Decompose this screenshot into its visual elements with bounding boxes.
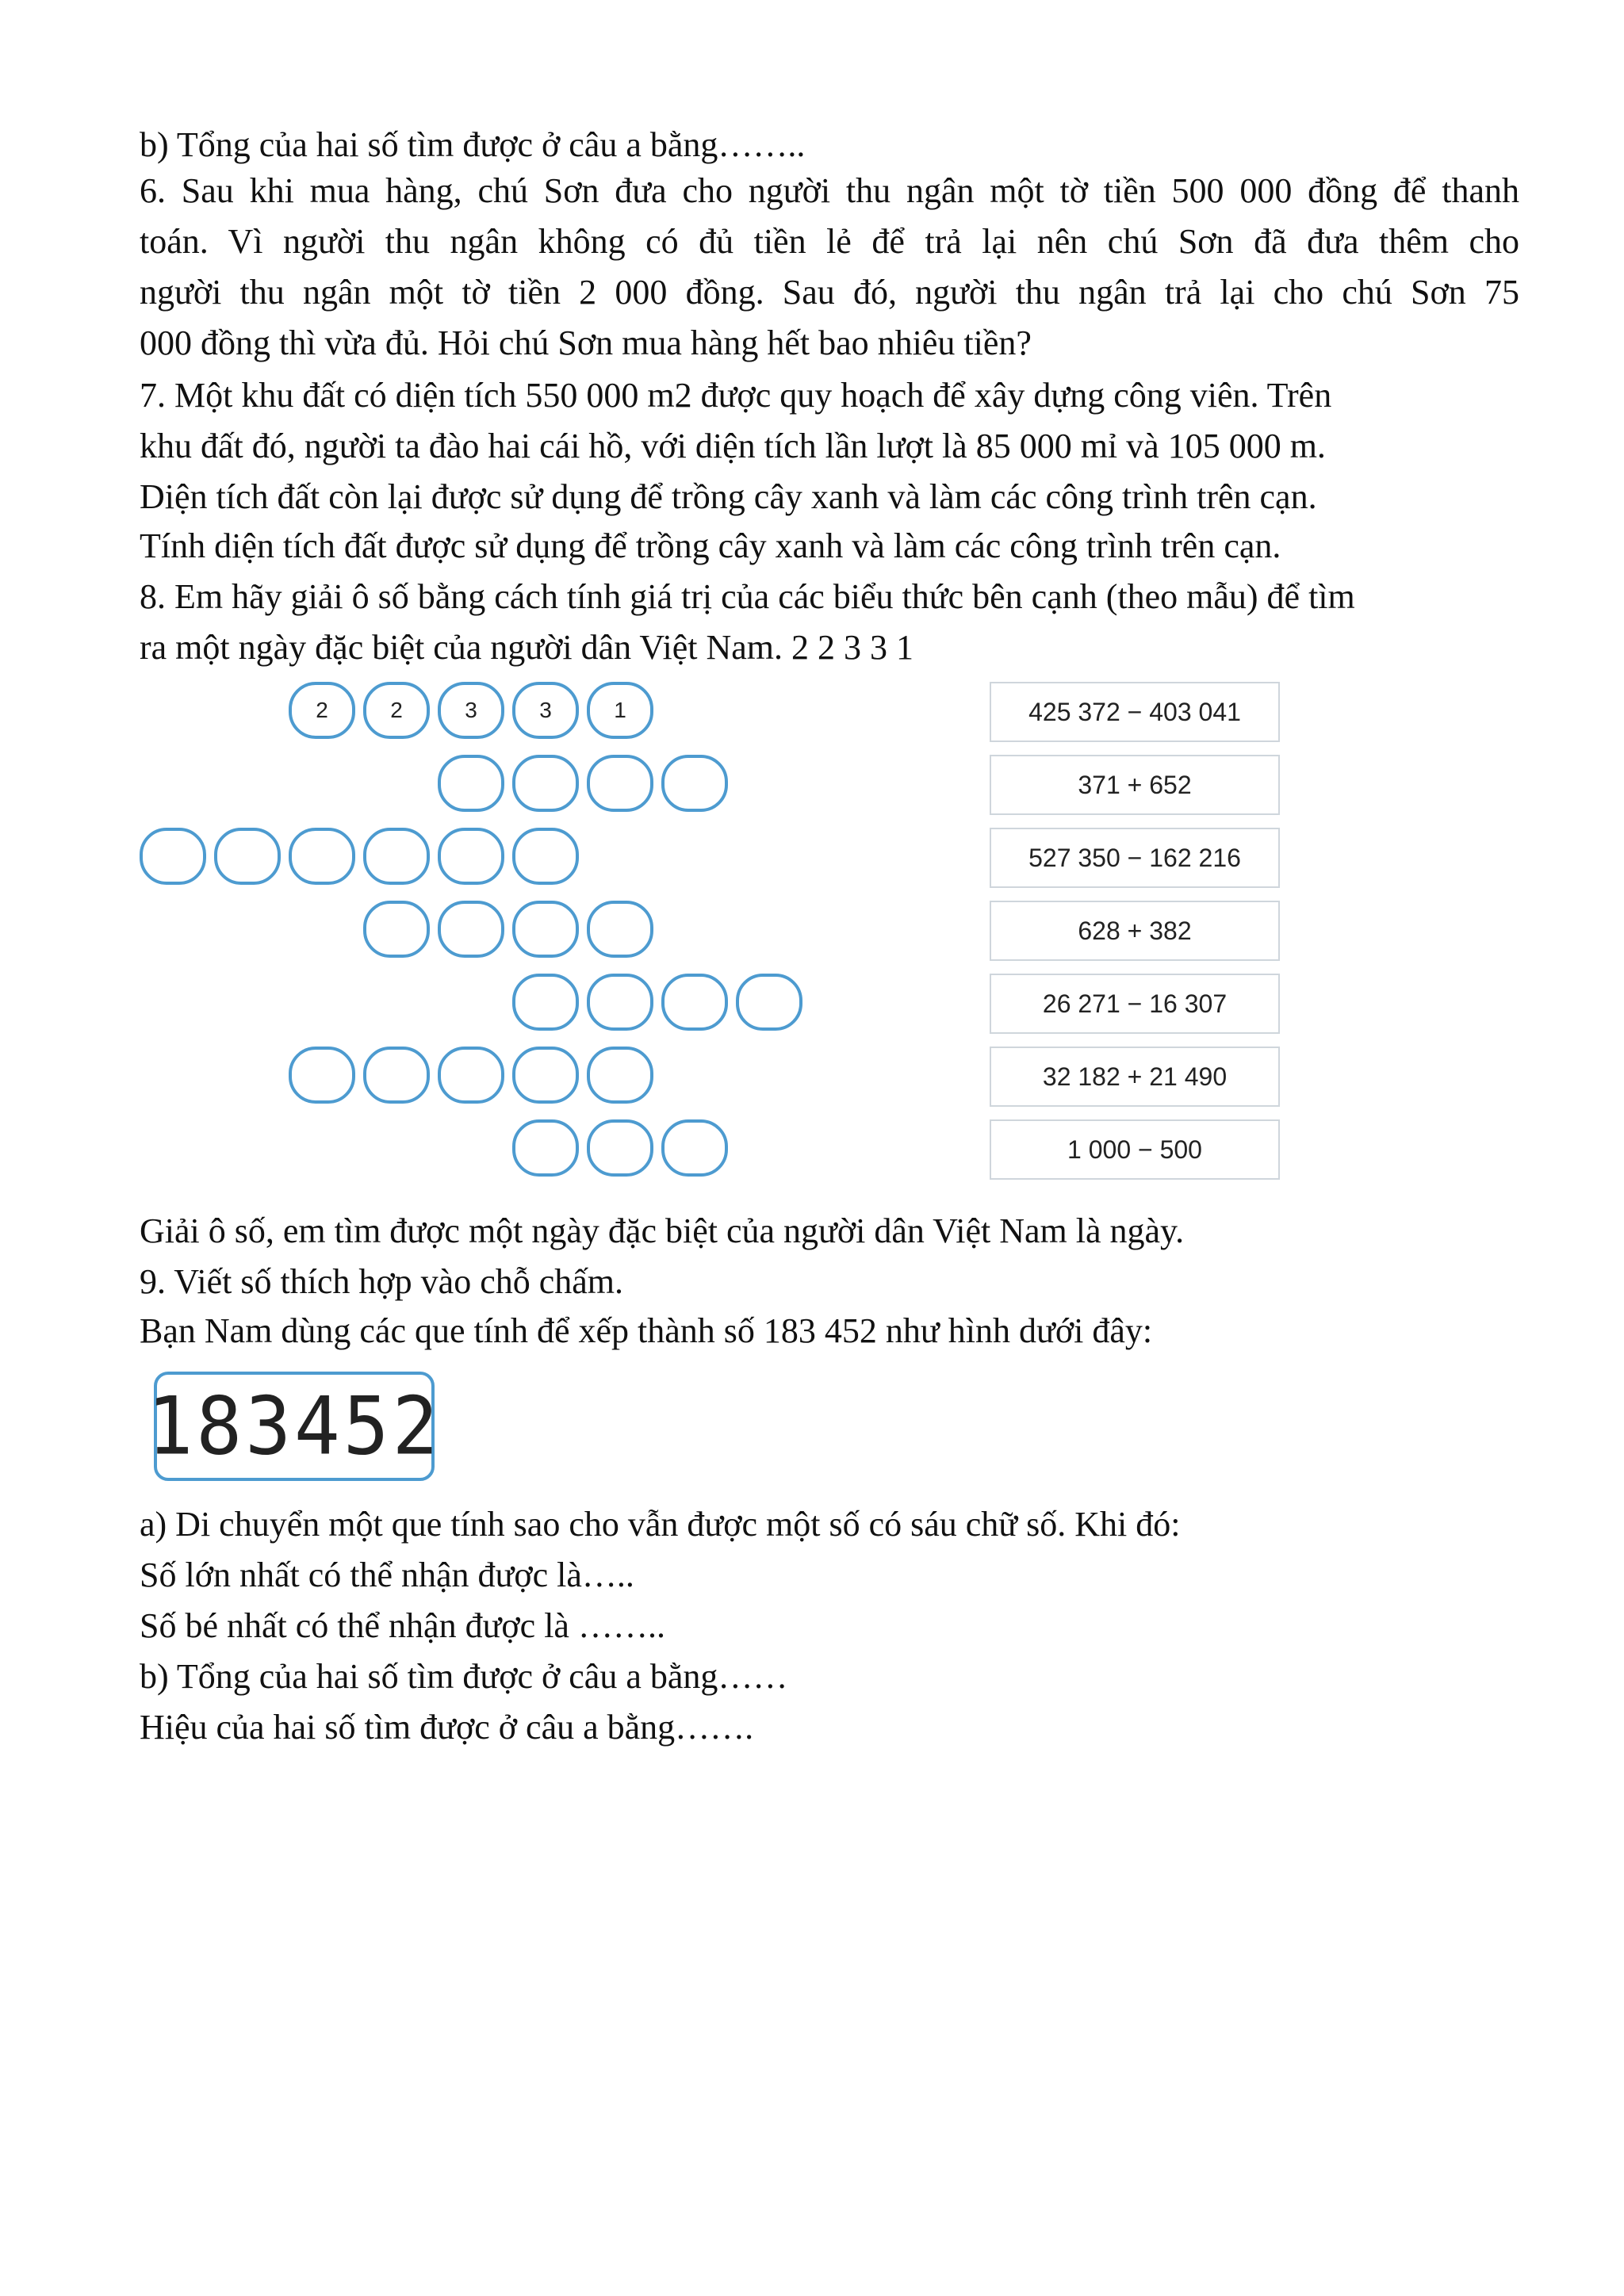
text-line: b) Tổng của hai số tìm được ở câu a bằng…….. [140, 125, 806, 164]
puzzle-cell-empty[interactable] [661, 1119, 728, 1177]
text-line: người thu ngân một tờ tiền 2 000 đồng. Sau đó, người thu ngân trả lại cho chú Sơn 75 [140, 273, 1519, 312]
puzzle-cell-empty[interactable] [512, 974, 579, 1031]
text-line: a) Di chuyển một que tính sao cho vẫn được một số có sáu chữ số. Khi đó: [140, 1505, 1181, 1544]
puzzle-cell-empty[interactable] [438, 755, 504, 812]
expression-box: 371 + 652 [990, 755, 1280, 815]
text-line: ra một ngày đặc biệt của người dân Việt Nam. 2 2 3 3 1 [140, 628, 914, 667]
text-line: 9. Viết số thích hợp vào chỗ chấm. [140, 1262, 624, 1301]
text-line: Số bé nhất có thể nhận được là …….. [140, 1606, 665, 1645]
puzzle-cell-empty[interactable] [289, 1047, 355, 1104]
text-line: 6. Sau khi mua hàng, chú Sơn đưa cho người thu ngân một tờ tiền 500 000 đồng để thanh [140, 171, 1519, 210]
matchstick-number: 183452 [147, 1380, 442, 1473]
puzzle-cell-empty[interactable] [512, 1047, 579, 1104]
puzzle-cell-empty[interactable] [512, 828, 579, 885]
puzzle-cell-empty[interactable] [214, 828, 281, 885]
puzzle-cell-empty[interactable] [661, 974, 728, 1031]
expression-box: 32 182 + 21 490 [990, 1047, 1280, 1107]
puzzle-cell-empty[interactable] [736, 974, 802, 1031]
puzzle-cell-empty[interactable] [512, 755, 579, 812]
puzzle-cell: 3 [438, 682, 504, 739]
puzzle-cell-empty[interactable] [363, 1047, 430, 1104]
puzzle-cell: 2 [289, 682, 355, 739]
puzzle-cell-empty[interactable] [587, 901, 653, 958]
text-line: 7. Một khu đất có diện tích 550 000 m2 được quy hoạch để xây dựng công viên. Trên [140, 376, 1332, 415]
text-line: 8. Em hãy giải ô số bằng cách tính giá trị của các biểu thức bên cạnh (theo mẫu) để tìm [140, 577, 1355, 616]
puzzle-cell: 2 [363, 682, 430, 739]
text-line: 000 đồng thì vừa đủ. Hỏi chú Sơn mua hàng hết bao nhiêu tiền? [140, 323, 1032, 362]
puzzle-row [289, 1047, 661, 1104]
puzzle-row [438, 755, 736, 812]
puzzle-row-sample [289, 682, 661, 739]
expression-box: 628 + 382 [990, 901, 1280, 961]
puzzle-cell-empty[interactable] [438, 901, 504, 958]
text-line: b) Tổng của hai số tìm được ở câu a bằng…… [140, 1657, 788, 1696]
text-line: Bạn Nam dùng các que tính để xếp thành số 183 452 như hình dưới đây: [140, 1311, 1153, 1350]
puzzle-cell-empty[interactable] [587, 974, 653, 1031]
puzzle-cell-empty[interactable] [363, 901, 430, 958]
puzzle-row [512, 1119, 736, 1177]
puzzle-cell-empty[interactable] [140, 828, 206, 885]
puzzle-row [140, 828, 587, 885]
puzzle-row [363, 901, 661, 958]
text-line: Diện tích đất còn lại được sử dụng để trồng cây xanh và làm các công trình trên cạn. [140, 477, 1317, 516]
text-line: Tính diện tích đất được sử dụng để trồng cây xanh và làm các công trình trên cạn. [140, 526, 1281, 565]
expression-box: 1 000 − 500 [990, 1119, 1280, 1180]
puzzle-cell: 1 [587, 682, 653, 739]
text-line: khu đất đó, người ta đào hai cái hồ, với diện tích lần lượt là 85 000 mỉ và 105 000 m. [140, 427, 1326, 465]
puzzle-cell-empty[interactable] [661, 755, 728, 812]
puzzle-cell-empty[interactable] [289, 828, 355, 885]
puzzle-cell-empty[interactable] [587, 1119, 653, 1177]
text-line: Hiệu của hai số tìm được ở câu a bằng……. [140, 1708, 754, 1747]
text-line: Số lớn nhất có thể nhận được là….. [140, 1556, 634, 1594]
text-line: Giải ô số, em tìm được một ngày đặc biệt của người dân Việt Nam là ngày. [140, 1211, 1185, 1250]
puzzle-cell-empty[interactable] [438, 1047, 504, 1104]
puzzle-cell-empty[interactable] [438, 828, 504, 885]
expression-box: 26 271 − 16 307 [990, 974, 1280, 1034]
matchstick-number-display [147, 1372, 442, 1481]
puzzle-cell-empty[interactable] [512, 901, 579, 958]
puzzle-cell-empty[interactable] [587, 755, 653, 812]
expression-box: 527 350 − 162 216 [990, 828, 1280, 888]
number-puzzle [140, 682, 1241, 1189]
text-line: toán. Vì người thu ngân không có đủ tiền lẻ để trả lại nên chú Sơn đã đưa thêm cho [140, 222, 1519, 261]
puzzle-cell-empty[interactable] [587, 1047, 653, 1104]
puzzle-cell-empty[interactable] [363, 828, 430, 885]
puzzle-cell: 3 [512, 682, 579, 739]
puzzle-cell-empty[interactable] [512, 1119, 579, 1177]
puzzle-row [512, 974, 810, 1031]
expression-box: 425 372 − 403 041 [990, 682, 1280, 742]
